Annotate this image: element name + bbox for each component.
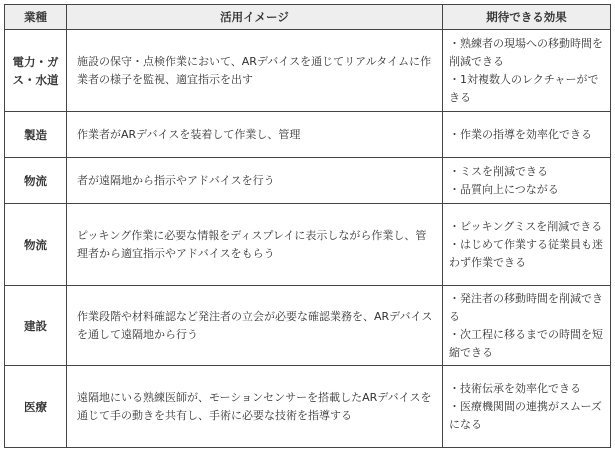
table-row <box>5 286 611 366</box>
effects-cell <box>443 204 611 286</box>
effect-item: ・次工程に移るまでの時間を短縮できる <box>449 327 603 359</box>
effect-item: ・品質向上につながる <box>449 182 559 196</box>
effects-cell <box>443 158 611 204</box>
use-cell: 施設の保守・点検作業において、ARデバイスを通じてリアルタイムに作業者の様子を監視、適宜指示を出す <box>67 30 443 112</box>
use-cell: 作業段階や材料確認など発注者の立会が必要な確認業務を、ARデバイスを通して遠隔地から行う <box>67 286 443 366</box>
table-row <box>5 30 611 112</box>
effect-item: ・1対複数人のレクチャーができる <box>449 72 599 104</box>
effect-item: ・発注者の移動時間を削減できる <box>449 291 603 323</box>
effects-cell <box>443 286 611 366</box>
industry-cell: 建設 <box>5 286 67 366</box>
table-row <box>5 112 611 158</box>
effect-item: ・ピッキングミスを削減できる <box>449 219 603 233</box>
use-cell: 作業者がARデバイスを装着して作業し、管理 <box>67 112 443 158</box>
effect-item: ・技術伝承を効率化できる <box>449 381 581 395</box>
header-industry: 業種 <box>5 5 67 30</box>
use-cell: 者が遠隔地から指示やアドバイスを行う <box>67 158 443 204</box>
industry-cell: 製造 <box>5 112 67 158</box>
effect-item: ・作業の指導を効率化できる <box>449 127 592 141</box>
effects-cell <box>443 366 611 448</box>
table-row <box>5 204 611 286</box>
header-expected-effects: 期待できる効果 <box>443 5 611 30</box>
ar-usage-table <box>4 4 611 448</box>
effect-item: ・ミスを削減できる <box>449 164 548 178</box>
industry-cell: 電力・ガス・水道 <box>5 30 67 112</box>
table-header-row <box>5 5 611 30</box>
use-cell: ピッキング作業に必要な情報をディスプレイに表示しながら作業し、管理者から適宜指示やアドバイスをもらう <box>67 204 443 286</box>
effect-item: ・医療機関間の連携がスムーズになる <box>449 399 602 431</box>
effect-item: ・熟練者の現場への移動時間を削減できる <box>449 36 603 68</box>
industry-cell: 医療 <box>5 366 67 448</box>
table-row <box>5 158 611 204</box>
use-cell: 遠隔地にいる熟練医師が、モーションセンサーを搭載したARデバイスを通じて手の動きを共有し、手術に必要な技術を指導する <box>67 366 443 448</box>
effect-item: ・はじめて作業する従業員も迷わず作業できる <box>449 237 603 269</box>
header-use-image: 活用イメージ <box>67 5 443 30</box>
industry-cell: 物流 <box>5 204 67 286</box>
table-row <box>5 366 611 448</box>
effects-cell <box>443 30 611 112</box>
industry-cell: 物流 <box>5 158 67 204</box>
effects-cell <box>443 112 611 158</box>
